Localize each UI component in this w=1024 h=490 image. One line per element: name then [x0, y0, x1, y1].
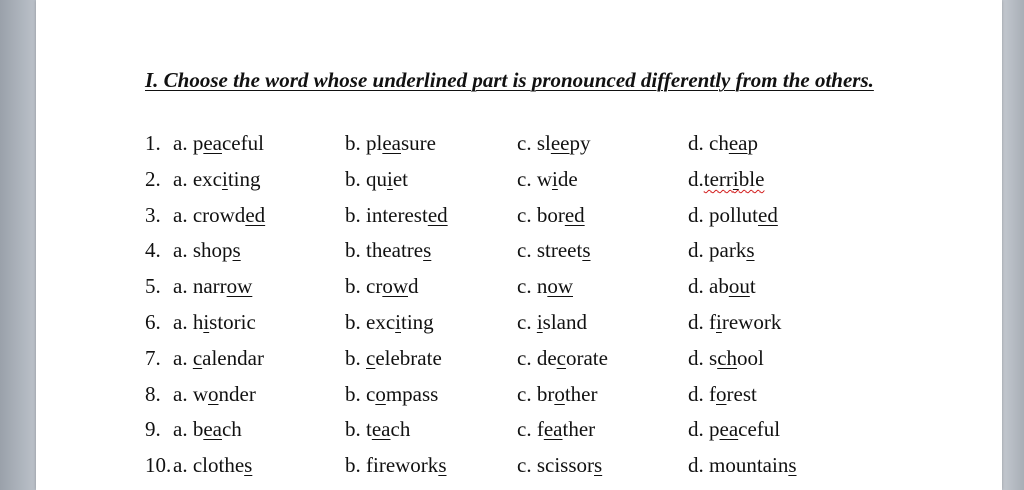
underlined-part: ow	[382, 274, 408, 298]
word-prefix: street	[536, 238, 583, 262]
word-prefix: p	[709, 417, 720, 441]
option-word	[193, 453, 253, 477]
question-number: 9.	[145, 417, 161, 441]
underlined-part: ed	[564, 203, 585, 227]
option-word	[709, 453, 797, 477]
option-word	[366, 417, 410, 441]
underlined-part: ea	[371, 417, 391, 441]
word-suffix: nder	[218, 382, 256, 406]
option-letter: a.	[173, 417, 188, 441]
word-suffix: py	[569, 131, 591, 155]
option-word	[193, 167, 261, 191]
option-a	[173, 417, 242, 442]
option-word	[537, 417, 595, 441]
underlined-part: i	[732, 167, 739, 191]
option-word	[709, 310, 781, 334]
option-word	[709, 382, 757, 406]
option-letter: c.	[517, 274, 532, 298]
word-prefix: clothe	[192, 453, 245, 477]
option-letter: d.	[688, 346, 704, 370]
option-d	[688, 203, 778, 228]
option-b	[345, 274, 419, 299]
option-d	[688, 346, 764, 371]
option-letter: a.	[173, 238, 188, 262]
word-suffix: storic	[209, 310, 256, 334]
word-prefix: interest	[366, 203, 428, 227]
underlined-part: s	[423, 238, 432, 262]
question-number: 6.	[145, 310, 161, 334]
option-letter: c.	[517, 131, 532, 155]
option-word	[366, 453, 447, 477]
option-a	[173, 382, 256, 407]
question-row	[36, 131, 1002, 161]
option-letter: c.	[517, 167, 532, 191]
underlined-part: o	[554, 382, 565, 406]
option-d	[688, 453, 797, 478]
word-prefix: exc	[192, 167, 222, 191]
word-prefix: br	[536, 382, 555, 406]
word-suffix: ting	[227, 167, 261, 191]
option-letter: a.	[173, 382, 188, 406]
underlined-part: ou	[728, 274, 750, 298]
option-word	[193, 310, 256, 334]
option-c	[517, 417, 595, 442]
option-letter: c.	[517, 382, 532, 406]
word-prefix: t	[366, 417, 372, 441]
underlined-part: ed	[758, 203, 778, 227]
option-letter: d.	[688, 310, 704, 334]
option-word	[537, 382, 598, 406]
word-prefix: pollut	[709, 203, 759, 227]
underlined-part: ch	[717, 346, 738, 370]
option-word	[709, 274, 756, 298]
option-letter: b.	[345, 346, 361, 370]
option-a	[173, 238, 241, 263]
option-b	[345, 238, 431, 263]
option-word	[366, 203, 448, 227]
word-prefix: n	[536, 274, 548, 298]
question-number: 1.	[145, 131, 161, 155]
word-suffix: mpass	[385, 382, 439, 406]
underlined-part: ow	[226, 274, 253, 298]
underlined-part: i	[387, 167, 393, 191]
option-word	[537, 346, 608, 370]
option-letter: c.	[517, 417, 532, 441]
word-prefix: w	[192, 382, 208, 406]
word-prefix: p	[192, 131, 204, 155]
underlined-part: c	[192, 346, 203, 370]
underlined-part: c	[366, 346, 376, 370]
word-suffix: d	[408, 274, 419, 298]
word-suffix: ting	[401, 310, 434, 334]
underlined-part: s	[232, 238, 241, 262]
question-number: 2.	[145, 167, 161, 191]
option-c	[517, 346, 608, 371]
word-prefix: w	[536, 167, 552, 191]
option-word-spellcheck	[704, 167, 765, 191]
option-word	[193, 131, 264, 155]
option-letter: d.	[688, 203, 704, 227]
word-suffix: ther	[562, 417, 596, 441]
word-prefix: shop	[192, 238, 233, 262]
option-word	[193, 417, 242, 441]
underlined-part: i	[203, 310, 210, 334]
option-a	[173, 346, 264, 371]
word-prefix: f	[536, 417, 544, 441]
option-letter: b.	[345, 131, 361, 155]
option-letter: d.	[688, 417, 704, 441]
option-word	[709, 238, 755, 262]
option-letter: c.	[517, 238, 532, 262]
option-letter: d.	[688, 167, 704, 191]
word-prefix: theatre	[366, 238, 424, 262]
word-suffix: ceful	[738, 417, 781, 441]
option-letter: c.	[517, 346, 532, 370]
word-suffix: de	[557, 167, 578, 191]
word-suffix: ther	[564, 382, 598, 406]
option-a	[173, 453, 252, 478]
question-row	[36, 310, 1002, 340]
underlined-part: i	[536, 310, 543, 334]
underlined-part: o	[375, 382, 386, 406]
option-word	[537, 238, 591, 262]
word-prefix: h	[192, 310, 204, 334]
option-c	[517, 274, 573, 299]
option-word	[366, 131, 436, 155]
word-suffix: alendar	[202, 346, 264, 370]
underlined-part: s	[438, 453, 447, 477]
underlined-part: c	[556, 346, 566, 370]
question-number: 5.	[145, 274, 161, 298]
word-suffix: p	[747, 131, 758, 155]
question-row	[36, 238, 1002, 268]
word-prefix: pl	[366, 131, 383, 155]
question-number: 3.	[145, 203, 161, 227]
option-word	[537, 167, 578, 191]
option-b	[345, 417, 410, 442]
word-suffix: ool	[737, 346, 764, 370]
option-b	[345, 203, 448, 228]
question-row	[36, 382, 1002, 412]
option-letter: a.	[173, 274, 188, 298]
option-d	[688, 131, 758, 156]
word-prefix: bor	[536, 203, 565, 227]
underlined-part: s	[594, 453, 603, 477]
underlined-part: ea	[203, 417, 222, 441]
word-prefix: terr	[703, 167, 733, 191]
word-prefix: mountain	[709, 453, 789, 477]
option-b	[345, 382, 438, 407]
underlined-part: o	[716, 382, 727, 406]
option-word	[709, 203, 778, 227]
option-word	[537, 203, 585, 227]
question-row	[36, 453, 1002, 483]
option-letter: b.	[345, 417, 361, 441]
underlined-part: ea	[382, 131, 401, 155]
word-suffix: rework	[721, 310, 782, 334]
option-word	[193, 346, 264, 370]
word-prefix: crowd	[192, 203, 246, 227]
option-word	[366, 238, 431, 262]
underlined-part: i	[221, 167, 228, 191]
underlined-part: i	[552, 167, 558, 191]
word-suffix: et	[392, 167, 408, 191]
option-d	[688, 274, 756, 299]
option-letter: d.	[688, 382, 704, 406]
word-prefix: scissor	[536, 453, 594, 477]
underlined-part: ea	[728, 131, 748, 155]
word-prefix: sl	[536, 131, 551, 155]
option-letter: a.	[173, 131, 188, 155]
underlined-part: s	[746, 238, 755, 262]
option-c	[517, 167, 578, 192]
option-word	[193, 238, 241, 262]
option-letter: b.	[345, 274, 361, 298]
word-prefix: f	[709, 310, 716, 334]
underlined-part: s	[788, 453, 797, 477]
question-number: 4.	[145, 238, 161, 262]
option-a	[173, 131, 264, 156]
word-prefix: ch	[709, 131, 729, 155]
word-prefix: c	[366, 382, 376, 406]
option-word	[709, 346, 764, 370]
underlined-part: ow	[547, 274, 573, 298]
word-suffix: ble	[738, 167, 765, 191]
word-prefix: narr	[192, 274, 227, 298]
option-letter: b.	[345, 238, 361, 262]
option-c	[517, 131, 591, 156]
option-a	[173, 167, 261, 192]
word-suffix: ceful	[221, 131, 264, 155]
option-letter: d.	[688, 274, 704, 298]
option-letter: a.	[173, 310, 188, 334]
word-suffix: sure	[401, 131, 436, 155]
question-row	[36, 203, 1002, 233]
underlined-part: ee	[550, 131, 570, 155]
option-letter: a.	[173, 167, 188, 191]
underlined-part: ea	[543, 417, 563, 441]
option-d	[688, 167, 764, 192]
option-letter: d.	[688, 238, 704, 262]
underlined-part: ed	[245, 203, 266, 227]
word-prefix: qu	[366, 167, 387, 191]
word-suffix: t	[749, 274, 756, 298]
word-suffix: orate	[565, 346, 608, 370]
underlined-part: s	[582, 238, 591, 262]
option-d	[688, 417, 780, 442]
option-c	[517, 382, 597, 407]
option-word	[193, 274, 252, 298]
option-letter: b.	[345, 382, 361, 406]
option-word	[537, 310, 587, 334]
question-row	[36, 167, 1002, 197]
question-row	[36, 346, 1002, 376]
option-letter: d.	[688, 453, 704, 477]
option-letter: a.	[173, 203, 188, 227]
underlined-part: i	[395, 310, 401, 334]
left-gutter	[0, 0, 36, 490]
option-letter: b.	[345, 203, 361, 227]
option-letter: c.	[517, 310, 532, 334]
option-a	[173, 310, 256, 335]
option-letter: b.	[345, 310, 361, 334]
underlined-part: s	[244, 453, 253, 477]
option-d	[688, 310, 781, 335]
option-word	[709, 417, 780, 441]
option-word	[193, 203, 265, 227]
underlined-part: ea	[719, 417, 739, 441]
option-d	[688, 382, 757, 407]
right-gutter	[1002, 0, 1024, 490]
underlined-part: ed	[427, 203, 448, 227]
word-suffix: ch	[221, 417, 242, 441]
option-b	[345, 310, 434, 335]
option-word	[193, 382, 256, 406]
option-word	[366, 167, 408, 191]
option-b	[345, 167, 408, 192]
option-letter: c.	[517, 203, 532, 227]
option-c	[517, 453, 602, 478]
option-letter: d.	[688, 131, 704, 155]
option-a	[173, 274, 252, 299]
option-letter: b.	[345, 453, 361, 477]
option-word	[366, 346, 442, 370]
option-b	[345, 131, 436, 156]
option-word	[709, 131, 758, 155]
underlined-part: o	[208, 382, 219, 406]
option-word	[366, 274, 419, 298]
word-prefix: s	[709, 346, 718, 370]
option-a	[173, 203, 265, 228]
document-page	[36, 0, 1002, 490]
option-word	[366, 382, 438, 406]
word-prefix: firework	[366, 453, 439, 477]
question-number: 8.	[145, 382, 161, 406]
word-prefix: park	[709, 238, 747, 262]
word-suffix: ch	[390, 417, 411, 441]
option-word	[537, 274, 573, 298]
underlined-part: i	[716, 310, 722, 334]
word-suffix: sland	[542, 310, 587, 334]
option-letter: a.	[173, 453, 188, 477]
option-letter: b.	[345, 167, 361, 191]
word-suffix: elebrate	[375, 346, 442, 370]
option-word	[537, 453, 602, 477]
word-prefix: cr	[366, 274, 383, 298]
question-row	[36, 274, 1002, 304]
option-c	[517, 238, 591, 263]
option-d	[688, 238, 755, 263]
option-c	[517, 310, 587, 335]
underlined-part: ea	[203, 131, 222, 155]
option-word	[366, 310, 434, 334]
question-number: 7.	[145, 346, 161, 370]
word-prefix: b	[192, 417, 204, 441]
option-letter: c.	[517, 453, 532, 477]
question-row	[36, 417, 1002, 447]
option-letter: a.	[173, 346, 188, 370]
word-prefix: de	[536, 346, 557, 370]
question-number: 10.	[145, 453, 172, 477]
word-prefix: exc	[366, 310, 396, 334]
option-word	[537, 131, 591, 155]
word-suffix: rest	[726, 382, 757, 406]
word-prefix: f	[709, 382, 716, 406]
word-prefix: ab	[709, 274, 729, 298]
option-b	[345, 346, 442, 371]
option-c	[517, 203, 585, 228]
option-b	[345, 453, 447, 478]
exercise-heading: I. Choose the word whose underlined part is pronounced differently from the others.	[145, 68, 874, 92]
